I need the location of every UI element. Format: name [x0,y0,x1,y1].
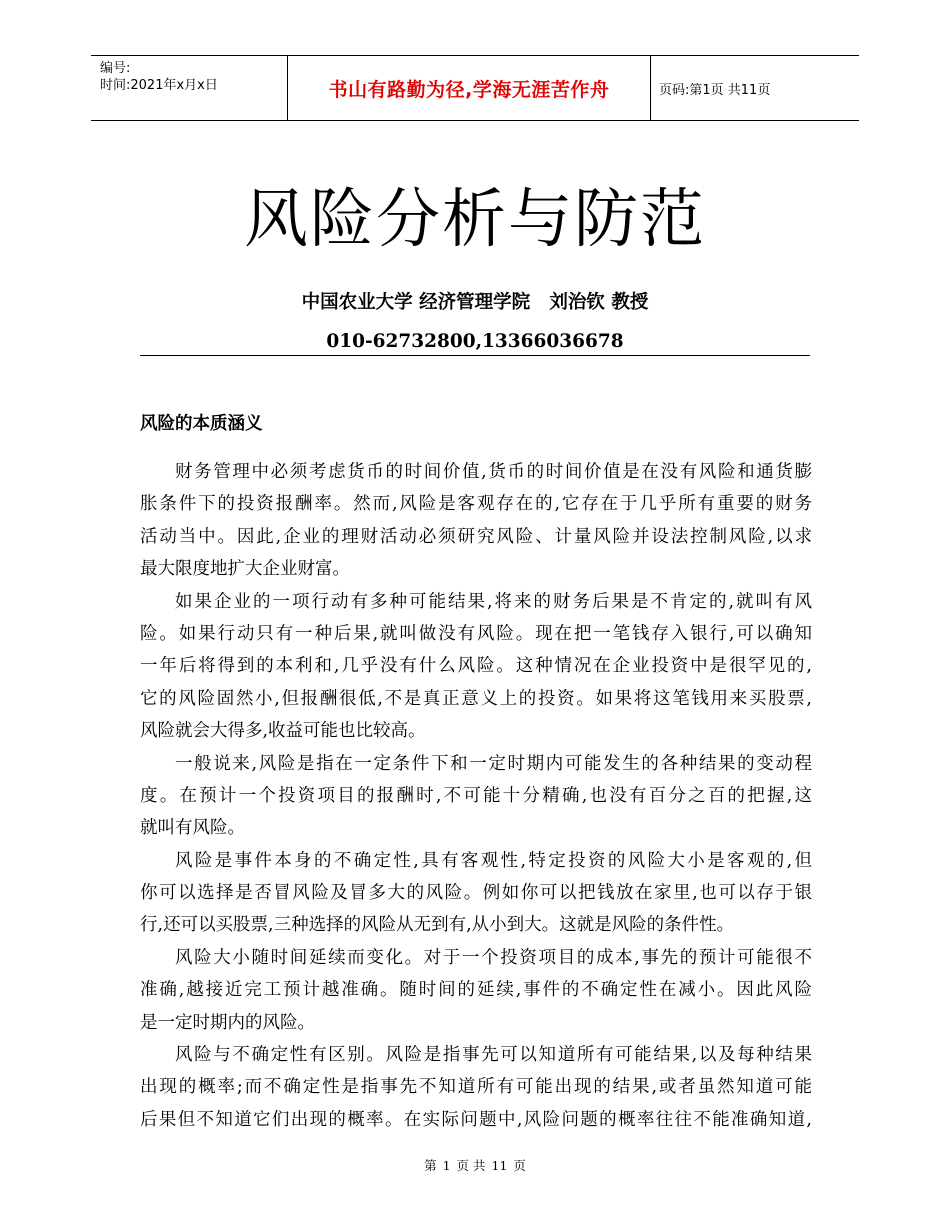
body-line: 它的风险固然小,但报酬很低,不是真正意义上的投资。如果将这笔钱用来买股票, [140,688,812,709]
body-line: 一年后将得到的本利和,几乎没有什么风险。这种情况在企业投资中是很罕见的, [140,656,812,677]
phone-line: 010-62732800,13366036678 [326,331,624,352]
body-line: 后果但不知道它们出现的概率。在实际问题中,风险问题的概率往往不能准确知道, [140,1109,812,1130]
body-line: 你可以选择是否冒风险及冒多大的风险。例如你可以把钱放在家里,也可以存于银 [140,883,812,904]
header-meta [100,60,218,94]
body-line: 活动当中。因此,企业的理财活动必须研究风险、计量风险并设法控制风险,以求 [140,526,812,547]
footer-middle: 页 共 [456,1158,486,1173]
body-line: 一般说来,风险是指在一定条件下和一定时期内可能发生的各种结果的变动程 [175,753,812,774]
title-divider [140,355,810,356]
body-line: 财务管理中必须考虑货币的时间价值,货币的时间价值是在没有风险和通货膨 [175,462,812,482]
page-header [91,55,859,121]
number-label: 编号: [100,61,131,76]
header-motto: 书山有路勤为径,学海无涯苦作舟 [328,78,610,101]
header-page-info: 页码:第1页 共11页 [659,82,771,98]
footer-total-pages: 11 [491,1158,508,1173]
footer-suffix: 页 [513,1158,526,1173]
footer-prefix: 第 [424,1158,437,1173]
body-line: 胀条件下的投资报酬率。然而,风险是客观存在的,它存在于几乎所有重要的财务 [140,494,812,515]
author-line: 中国农业大学 经济管理学院 刘治钦 教授 [301,292,649,313]
page-footer [0,1158,950,1174]
body-line: 度。在预计一个投资项目的报酬时,不可能十分精确,也没有百分之百的把握,这 [140,785,812,806]
body-line: 最大限度地扩大企业财富。 [140,559,350,580]
footer-page-number: 1 [442,1158,451,1173]
body-line: 风险就会大得多,收益可能也比较高。 [140,721,426,742]
section-heading: 风险的本质涵义 [140,414,263,434]
body-line: 险。如果行动只有一种后果,就叫做没有风险。现在把一笔钱存入银行,可以确知 [140,623,812,644]
time-label: 时间:2021年x月x日 [100,78,218,93]
document-title: 风险分析与防范 [244,183,706,257]
body-line: 如果企业的一项行动有多种可能结果,将来的财务后果是不肯定的,就叫有风 [175,591,812,612]
body-line: 风险大小随时间延续而变化。对于一个投资项目的成本,事先的预计可能很不 [175,947,812,968]
body-line: 行,还可以买股票,三种选择的风险从无到有,从小到大。这就是风险的条件性。 [140,915,735,936]
body-line: 准确,越接近完工预计越准确。随时间的延续,事件的不确定性在减小。因此风险 [140,980,812,1001]
header-divider [650,56,651,120]
body-line: 出现的概率;而不确定性是指事先不知道所有可能出现的结果,或者虽然知道可能 [140,1077,812,1098]
body-line: 风险是事件本身的不确定性,具有客观性,特定投资的风险大小是客观的,但 [175,850,812,871]
body-line: 是一定时期内的风险。 [140,1012,315,1033]
body-line: 风险与不确定性有区别。风险是指事先可以知道所有可能结果,以及每种结果 [175,1045,812,1066]
body-line: 就叫有风险。 [140,818,245,839]
body-text [140,456,812,1136]
